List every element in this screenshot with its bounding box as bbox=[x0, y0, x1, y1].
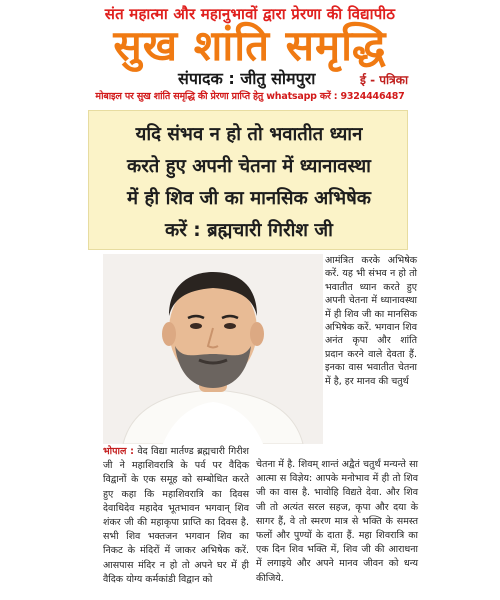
portrait-photo bbox=[103, 254, 323, 444]
article-column-continued bbox=[256, 458, 418, 586]
edition-label: ई - पत्रिका bbox=[360, 73, 409, 87]
article-left-text: वेद विद्या मार्तण्ड ब्रह्मचारी गिरीश जी ने महाशिवरात्रि के पर्व पर वैदिक विद्वानों के एक समूह को सम्बोधित करते हुए कहा कि महाशिवरात्रि का दिवस देवाधिदेव महादेव भूतभावन भगवान् शिव शंकर जी की महाकृपा प्राप्ति का दिवस है. सभी शिव भक्तजन भगवान शिव का निकट के मंदिरों में जाकर अभिषेक करें. आसपास मंदिर न हो तो अपने घर में ही वैदिक योग्य कर्मकांडी विद्वान को bbox=[103, 446, 250, 585]
editor-credit: संपादक : जीतु सोमपुरा bbox=[178, 69, 316, 88]
headline-line-2: करते हुए अपनी चेतना में ध्यानावस्था bbox=[127, 156, 371, 177]
dateline: भोपाल : bbox=[103, 446, 134, 457]
portrait-illustration bbox=[103, 254, 323, 444]
masthead-tagline: संत महात्मा और महानुभावों द्वारा प्रेरणा की विद्यापीठ bbox=[104, 5, 396, 23]
article-left-paragraph bbox=[103, 445, 249, 587]
headline-line-4: करें : ब्रह्मचारी गिरीश जी bbox=[165, 220, 333, 241]
headline-box bbox=[88, 110, 408, 250]
masthead bbox=[0, 0, 500, 108]
article-right-text: आमंत्रित करके अभिषेक करें. यह भी संभव न हो तो भवातीत ध्यान करते हुए अपनी चेतना में ध्यानावस्था में ही शिव जी का मानसिक अभिषेक करें. भगवान शिव अनंत कृपा और शांति प्रदान करने वाले देवता हैं. इनका वास भवातीत चेतना में है, हर मानव की चतुर्थ bbox=[325, 255, 417, 387]
article-column-left bbox=[103, 445, 249, 587]
masthead-brand-title: सुख शांति समृद्धि bbox=[113, 21, 387, 70]
headline-line-3: में ही शिव जी का मानसिक अभिषेक bbox=[127, 188, 371, 209]
article-column-right bbox=[325, 254, 417, 388]
article-continued-text: चेतना में है. शिवम् शान्तं अद्वैतं चतुर्थं मन्यन्ते सा आत्मा स विज्ञेय: आपके मनोभाव में ही तो शिव जी का वास है. भावोहि विद्यते देवा. और शिव जी तो अत्यंत सरल सहज, कृपा और दया के सागर हैं, वे तो स्मरण मात्र से भक्ति के समस्त फलों और पुण्यों के दाता हैं. महा शिवरात्रि का एक दिन शिव भक्ति में, शिव जी की आराधना में लगाइये और अपने मानव जीवन को धन्य कीजिये. bbox=[256, 459, 418, 584]
whatsapp-contact-line: मोबाइल पर सुख शांति समृद्धि की प्रेरणा प्राप्ति हेतु whatsapp करें : 9324446487 bbox=[95, 91, 405, 102]
headline-line-1: यदि संभव न हो तो भवातीत ध्यान bbox=[135, 124, 363, 145]
